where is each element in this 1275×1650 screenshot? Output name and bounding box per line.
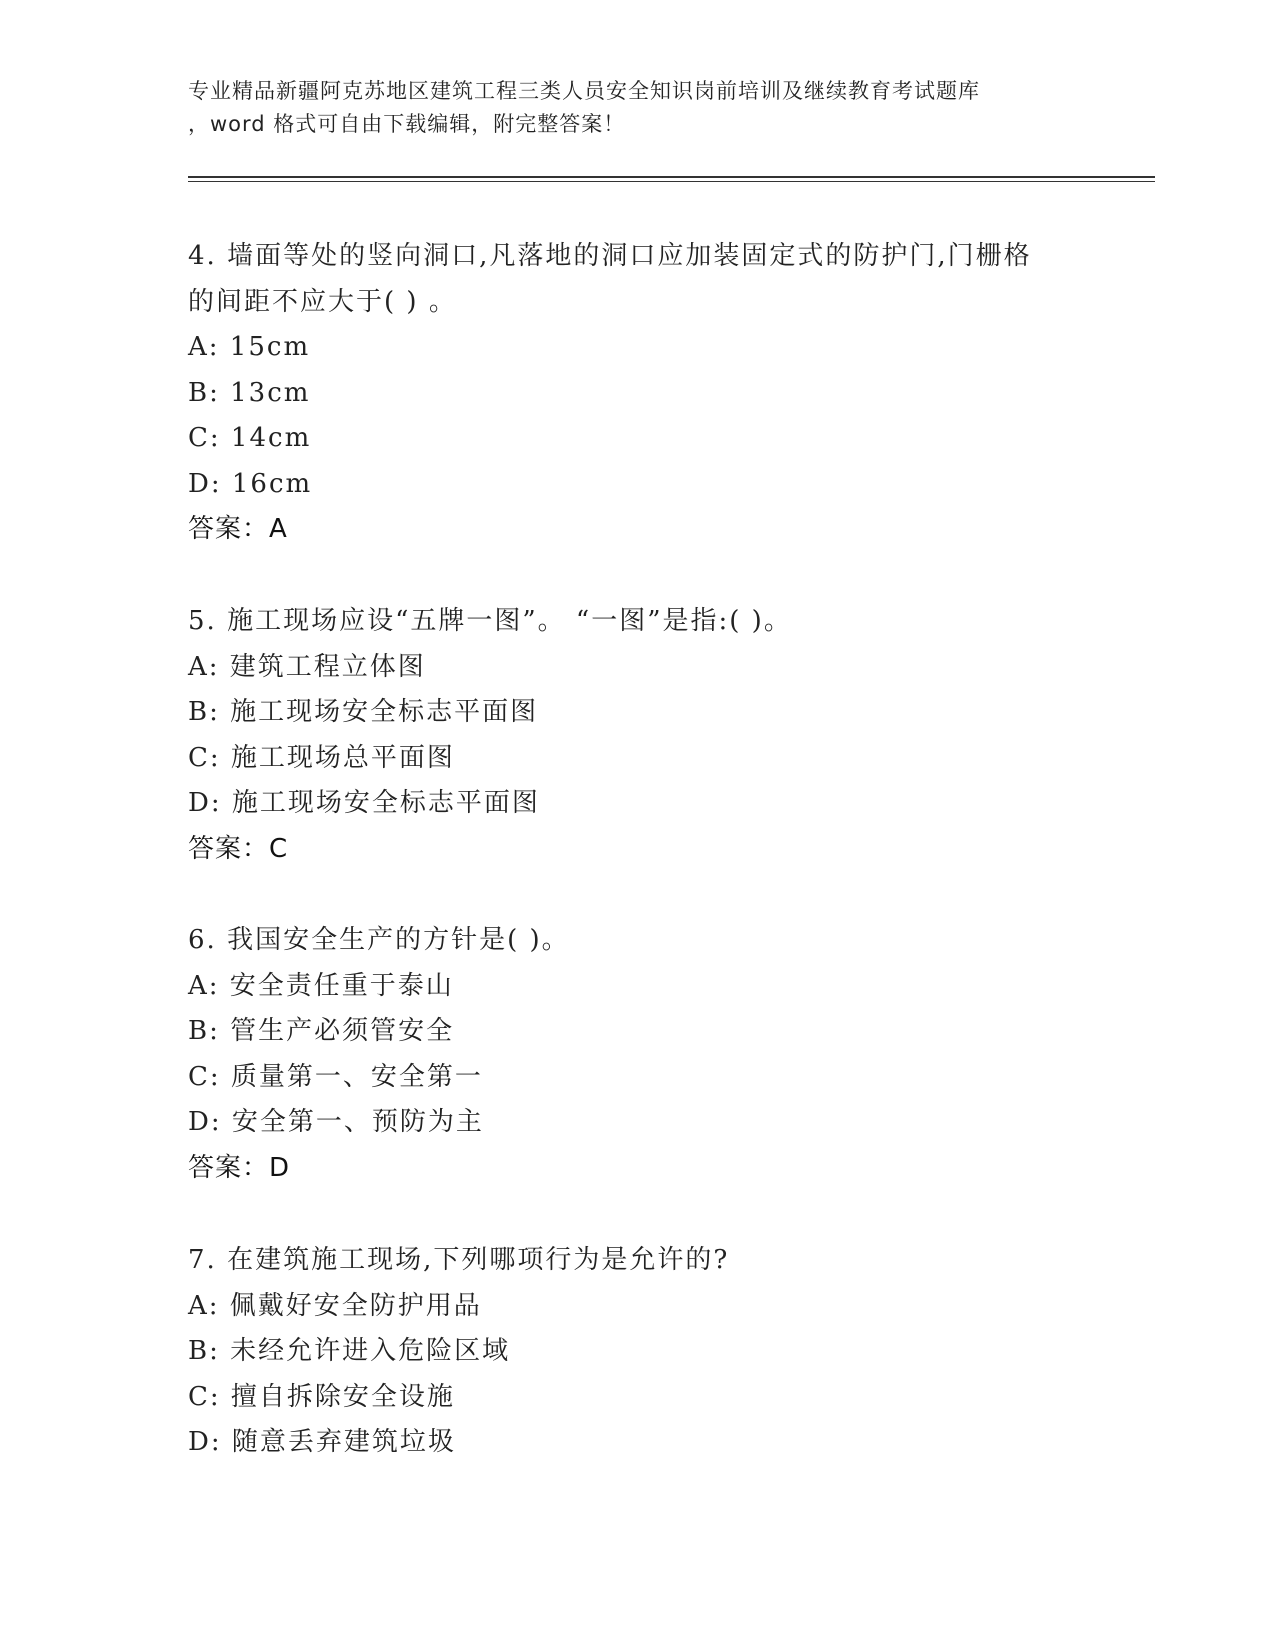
question-stem-line: 的间距不应大于( ) 。 bbox=[188, 286, 457, 317]
question-stem-line: 5. 施工现场应设“五牌一图”。 “一图”是指:( )。 bbox=[188, 606, 792, 636]
option-b: B: 施工现场安全标志平面图 bbox=[188, 697, 539, 727]
document-header bbox=[188, 75, 1088, 141]
option-d: D: 安全第一、预防为主 bbox=[188, 1107, 484, 1137]
question-5 bbox=[188, 599, 1138, 872]
question-stem-line: 7. 在建筑施工现场,下列哪项行为是允许的? bbox=[188, 1245, 730, 1275]
option-a: A: 安全责任重于泰山 bbox=[188, 970, 454, 1001]
option-c: C: 施工现场总平面图 bbox=[188, 742, 455, 773]
question-6 bbox=[188, 918, 1138, 1191]
option-d: D: 施工现场安全标志平面图 bbox=[188, 788, 540, 818]
option-a: A: 建筑工程立体图 bbox=[188, 651, 426, 682]
answer-line: 答案：D bbox=[188, 1152, 291, 1183]
header-divider-thick bbox=[188, 176, 1155, 178]
option-b: B: 13cm bbox=[188, 377, 311, 408]
option-c: C: 擅自拆除安全设施 bbox=[188, 1381, 455, 1412]
header-title-line-1: 专业精品新疆阿克苏地区建筑工程三类人员安全知识岗前培训及继续教育考试题库 bbox=[188, 79, 980, 103]
option-d: D: 16cm bbox=[188, 468, 313, 499]
option-b: B: 管生产必须管安全 bbox=[188, 1016, 455, 1046]
option-a: A: 15cm bbox=[188, 332, 311, 362]
option-d: D: 随意丢弃建筑垃圾 bbox=[188, 1427, 456, 1457]
question-stem-line: 6. 我国安全生产的方针是( )。 bbox=[188, 925, 570, 955]
question-stem-line: 4. 墙面等处的竖向洞口,凡落地的洞口应加装固定式的防护门,门栅格 bbox=[188, 241, 1032, 271]
question-4 bbox=[188, 234, 1138, 553]
header-divider-thin bbox=[188, 181, 1155, 182]
option-a: A: 佩戴好安全防护用品 bbox=[188, 1290, 482, 1321]
answer-line: 答案：C bbox=[188, 833, 289, 864]
option-c: C: 14cm bbox=[188, 423, 312, 453]
header-title-line-2: ，word 格式可自由下载编辑，附完整答案！ bbox=[188, 112, 626, 136]
answer-line: 答案：A bbox=[188, 514, 288, 544]
option-b: B: 未经允许进入危险区域 bbox=[188, 1336, 511, 1366]
question-7 bbox=[188, 1238, 1138, 1466]
option-c: C: 质量第一、安全第一 bbox=[188, 1061, 483, 1092]
